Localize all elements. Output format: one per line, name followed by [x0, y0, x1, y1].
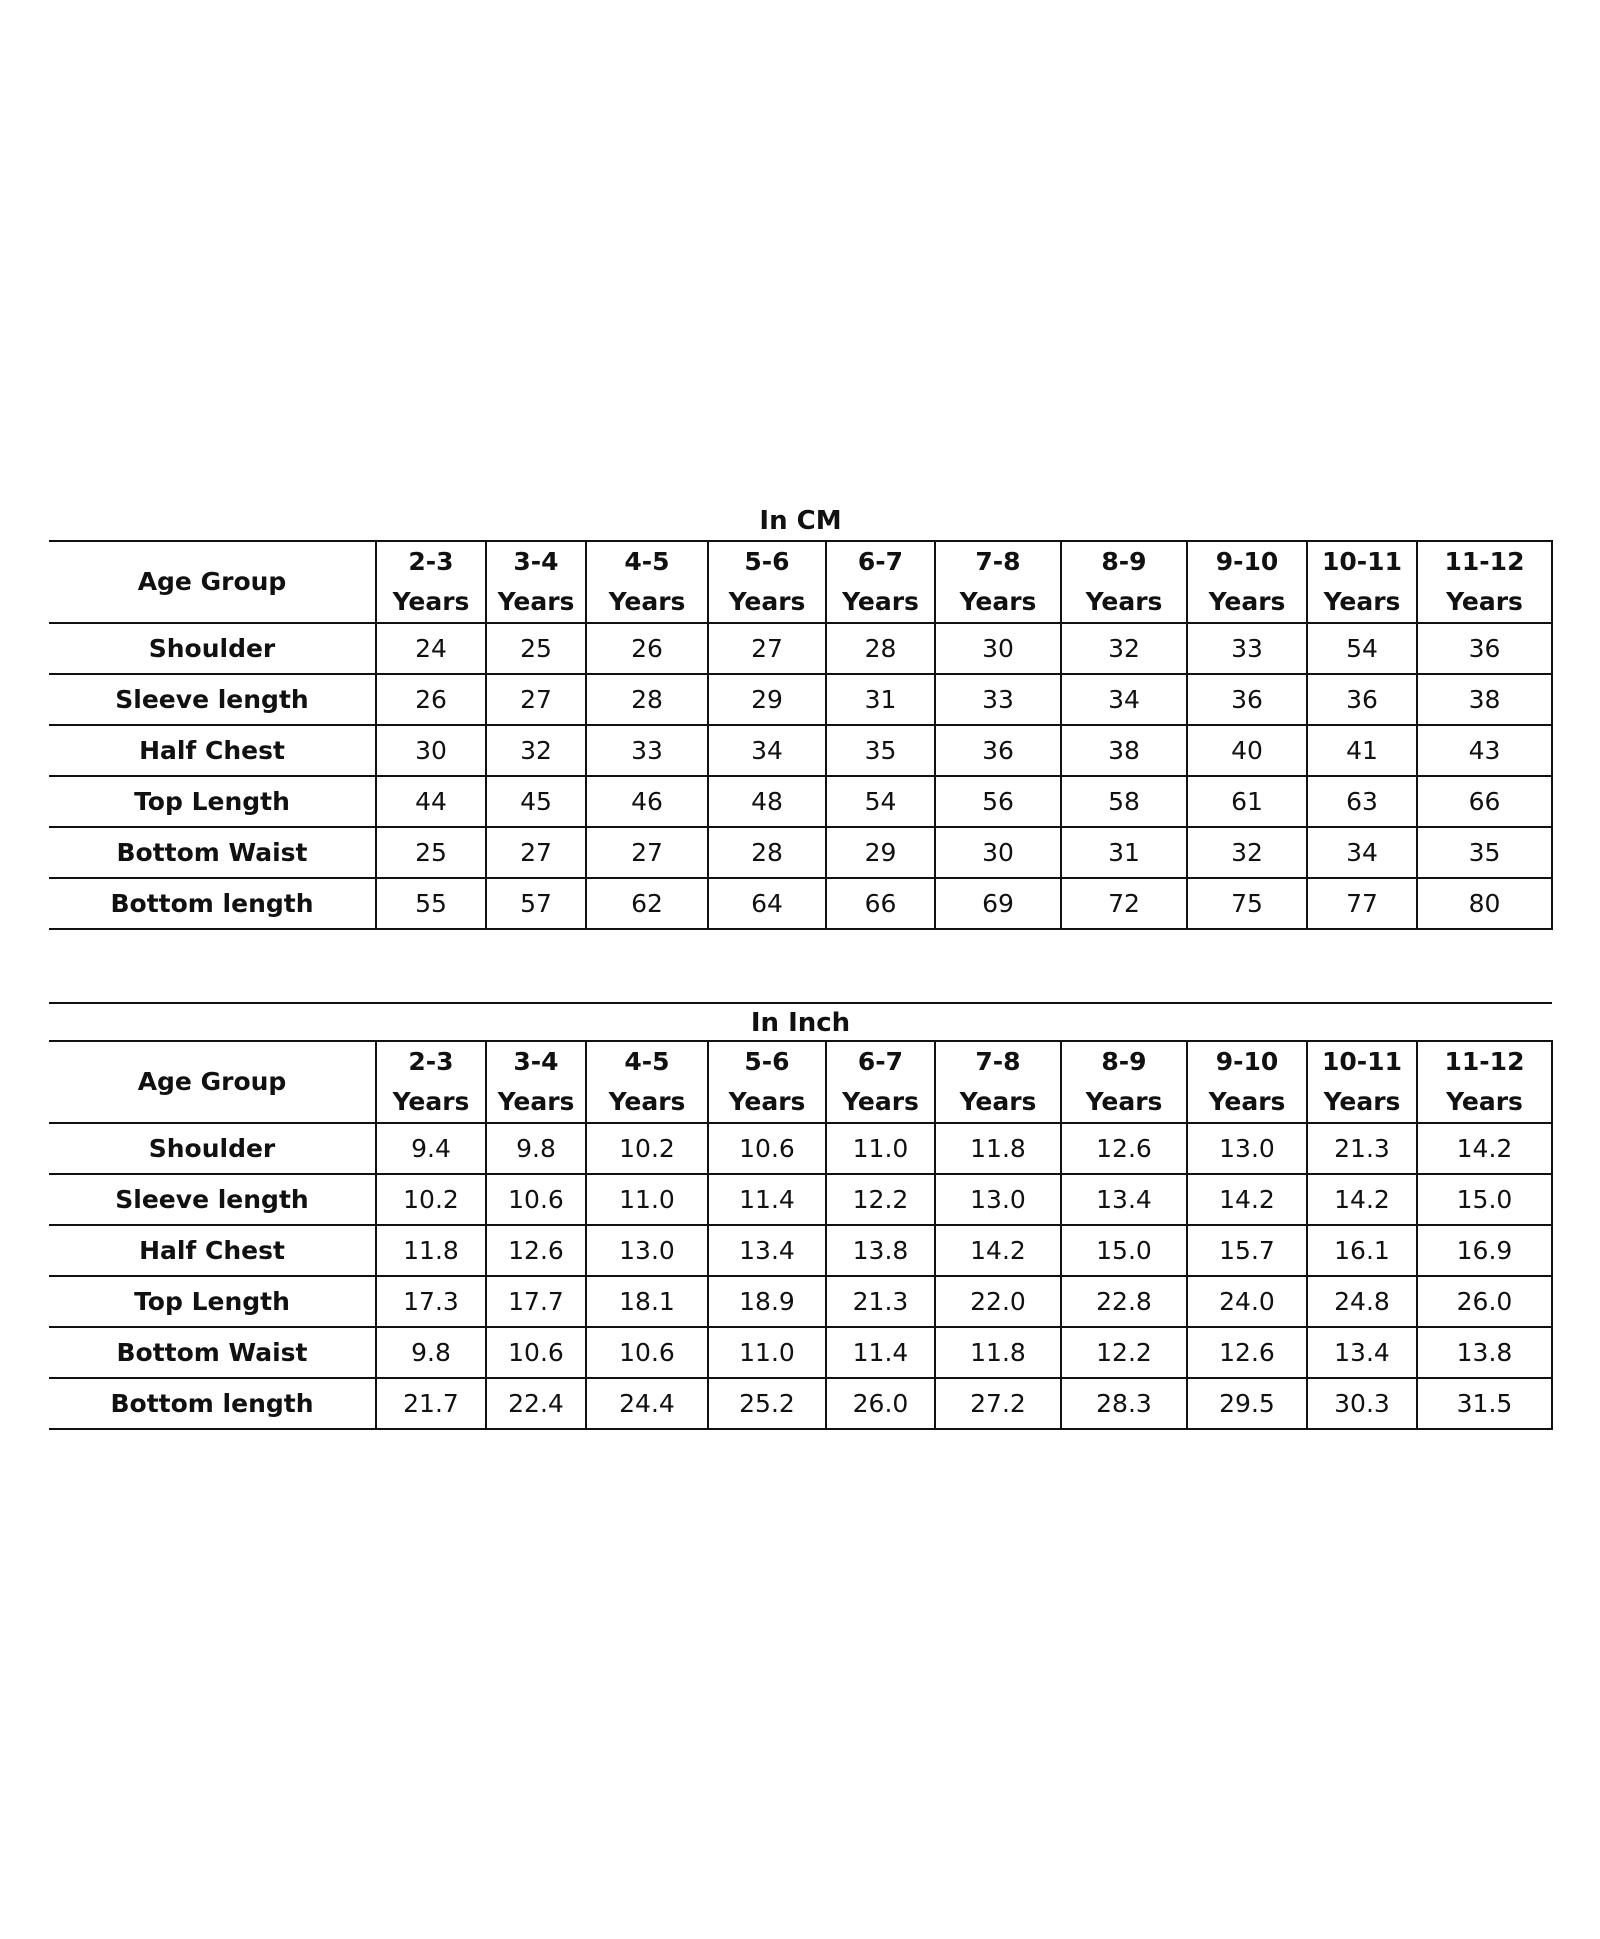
table-cell: 10.6 [586, 1327, 708, 1378]
table-cell: 36 [1417, 623, 1552, 674]
table-cell: 11.0 [826, 1123, 935, 1174]
age-range: 9-10 [1215, 1047, 1279, 1076]
table-cell: 45 [486, 776, 586, 827]
table-cell: 27 [486, 827, 586, 878]
table-cell: 55 [376, 878, 486, 929]
age-group-header: Age Group [49, 541, 376, 623]
table-cell: 15.0 [1417, 1174, 1552, 1225]
age-unit: Years [1323, 587, 1401, 616]
age-unit: Years [842, 1087, 919, 1116]
table-cell: 31.5 [1417, 1378, 1552, 1429]
row-label: Shoulder [49, 1123, 376, 1174]
table-cell: 9.8 [376, 1327, 486, 1378]
age-column-header [376, 541, 486, 623]
chart-title: In CM [759, 506, 842, 536]
table-cell: 34 [1061, 674, 1187, 725]
table-cell: 44 [376, 776, 486, 827]
row-label: Top Length [49, 1276, 376, 1327]
table-cell: 22.4 [486, 1378, 586, 1429]
table-cell: 21.3 [1307, 1123, 1417, 1174]
header-row [49, 1041, 1552, 1123]
table-cell: 21.3 [826, 1276, 935, 1327]
age-range: 3-4 [513, 1047, 559, 1076]
age-range: 4-5 [624, 547, 670, 576]
age-column-header [1187, 541, 1307, 623]
age-range: 6-7 [857, 547, 904, 576]
table-cell: 15.7 [1187, 1225, 1307, 1276]
age-unit: Years [497, 1087, 575, 1116]
table-cell: 27.2 [935, 1378, 1061, 1429]
age-unit: Years [1446, 587, 1523, 616]
table-cell: 36 [1187, 674, 1307, 725]
size-chart-cm [49, 502, 1552, 930]
age-column-header [826, 541, 935, 623]
table-cell: 13.8 [826, 1225, 935, 1276]
table-cell: 36 [935, 725, 1061, 776]
table-cell: 13.4 [708, 1225, 826, 1276]
table-cell: 11.8 [376, 1225, 486, 1276]
age-unit: Years [959, 1087, 1037, 1116]
table-cell: 18.1 [586, 1276, 708, 1327]
age-column-header [586, 1041, 708, 1123]
table-cell: 32 [486, 725, 586, 776]
age-range: 11-12 [1444, 547, 1525, 576]
table-row [49, 623, 1552, 674]
age-unit: Years [1085, 1087, 1163, 1116]
age-column-header [826, 1041, 935, 1123]
table-cell: 34 [1307, 827, 1417, 878]
table-cell: 58 [1061, 776, 1187, 827]
table-cell: 24 [376, 623, 486, 674]
table-cell: 15.0 [1061, 1225, 1187, 1276]
age-unit: Years [1323, 1087, 1401, 1116]
row-label: Bottom length [49, 878, 376, 929]
age-column-header [486, 1041, 586, 1123]
age-range: 7-8 [975, 547, 1021, 576]
table-cell: 62 [586, 878, 708, 929]
age-group-header: Age Group [49, 1041, 376, 1123]
table-cell: 10.6 [708, 1123, 826, 1174]
row-label: Bottom length [49, 1378, 376, 1429]
table-cell: 14.2 [1187, 1174, 1307, 1225]
table-cell: 33 [1187, 623, 1307, 674]
table-row [49, 1225, 1552, 1276]
table-cell: 11.8 [935, 1327, 1061, 1378]
table-cell: 33 [586, 725, 708, 776]
size-chart-inch [49, 1002, 1552, 1430]
table-cell: 29.5 [1187, 1378, 1307, 1429]
table-cell: 61 [1187, 776, 1307, 827]
table-cell: 43 [1417, 725, 1552, 776]
row-label: Half Chest [49, 1225, 376, 1276]
row-label: Top Length [49, 776, 376, 827]
age-unit: Years [959, 587, 1037, 616]
age-range: 2-3 [408, 547, 454, 576]
table-cell: 14.2 [935, 1225, 1061, 1276]
table-cell: 10.2 [376, 1174, 486, 1225]
table-cell: 35 [1417, 827, 1552, 878]
table-cell: 32 [1187, 827, 1307, 878]
table-cell: 29 [708, 674, 826, 725]
age-range: 9-10 [1215, 547, 1279, 576]
age-range: 11-12 [1444, 1047, 1525, 1076]
table-cell: 13.4 [1061, 1174, 1187, 1225]
age-column-header [1187, 1041, 1307, 1123]
table-row [49, 776, 1552, 827]
table-row [49, 1327, 1552, 1378]
table-cell: 38 [1417, 674, 1552, 725]
table-cell: 24.0 [1187, 1276, 1307, 1327]
table-cell: 25 [376, 827, 486, 878]
age-column-header [486, 541, 586, 623]
table-cell: 25 [486, 623, 586, 674]
table-cell: 72 [1061, 878, 1187, 929]
table-cell: 17.7 [486, 1276, 586, 1327]
table-cell: 35 [826, 725, 935, 776]
age-range: 5-6 [744, 547, 790, 576]
table-cell: 38 [1061, 725, 1187, 776]
chart-title: In Inch [49, 1002, 1552, 1040]
age-column-header [708, 1041, 826, 1123]
table-cell: 13.0 [1187, 1123, 1307, 1174]
row-label: Half Chest [49, 725, 376, 776]
table-cell: 28.3 [1061, 1378, 1187, 1429]
age-column-header [708, 541, 826, 623]
age-column-header [1307, 1041, 1417, 1123]
age-column-header [935, 1041, 1061, 1123]
age-range: 3-4 [513, 547, 559, 576]
row-label: Bottom Waist [49, 1327, 376, 1378]
table-cell: 63 [1307, 776, 1417, 827]
table-cell: 36 [1307, 674, 1417, 725]
row-label: Bottom Waist [49, 827, 376, 878]
age-range: 10-11 [1322, 547, 1402, 576]
table-cell: 11.8 [935, 1123, 1061, 1174]
age-column-header [586, 541, 708, 623]
table-cell: 46 [586, 776, 708, 827]
table-cell: 28 [826, 623, 935, 674]
table-cell: 26 [586, 623, 708, 674]
age-range: 7-8 [975, 1047, 1021, 1076]
age-unit: Years [608, 587, 686, 616]
age-column-header [1417, 1041, 1552, 1123]
age-column-header [1417, 541, 1552, 623]
table-cell: 14.2 [1307, 1174, 1417, 1225]
table-cell: 56 [935, 776, 1061, 827]
table-cell: 9.4 [376, 1123, 486, 1174]
age-unit: Years [392, 587, 470, 616]
table-cell: 27 [486, 674, 586, 725]
table-row [49, 1174, 1552, 1225]
table-cell: 11.4 [708, 1174, 826, 1225]
age-range: 8-9 [1101, 1047, 1147, 1076]
table-cell: 13.4 [1307, 1327, 1417, 1378]
table-cell: 30 [376, 725, 486, 776]
table-cell: 26.0 [826, 1378, 935, 1429]
table-cell: 21.7 [376, 1378, 486, 1429]
table-cell: 27 [586, 827, 708, 878]
table-cell: 48 [708, 776, 826, 827]
table-cell: 66 [1417, 776, 1552, 827]
table-cell: 22.8 [1061, 1276, 1187, 1327]
table-cell: 10.6 [486, 1174, 586, 1225]
table-cell: 13.8 [1417, 1327, 1552, 1378]
table-cell: 31 [826, 674, 935, 725]
table-cell: 16.1 [1307, 1225, 1417, 1276]
age-unit: Years [1208, 1087, 1286, 1116]
age-range: 6-7 [857, 1047, 904, 1076]
table-cell: 17.3 [376, 1276, 486, 1327]
table-cell: 40 [1187, 725, 1307, 776]
table-cell: 12.6 [1061, 1123, 1187, 1174]
age-range: 5-6 [744, 1047, 790, 1076]
table-cell: 10.6 [486, 1327, 586, 1378]
table-cell: 80 [1417, 878, 1552, 929]
age-column-header [935, 541, 1061, 623]
age-column-header [376, 1041, 486, 1123]
table-cell: 30 [935, 623, 1061, 674]
table-cell: 11.0 [708, 1327, 826, 1378]
table-cell: 11.4 [826, 1327, 935, 1378]
table-row [49, 827, 1552, 878]
table-cell: 31 [1061, 827, 1187, 878]
table-cell: 22.0 [935, 1276, 1061, 1327]
table-cell: 29 [826, 827, 935, 878]
row-label: Sleeve length [49, 1174, 376, 1225]
table-cell: 54 [1307, 623, 1417, 674]
table-cell: 12.6 [486, 1225, 586, 1276]
table-cell: 11.0 [586, 1174, 708, 1225]
table-cell: 69 [935, 878, 1061, 929]
table-cell: 54 [826, 776, 935, 827]
table-cell: 24.4 [586, 1378, 708, 1429]
table-cell: 24.8 [1307, 1276, 1417, 1327]
table-cell: 77 [1307, 878, 1417, 929]
table-cell: 13.0 [935, 1174, 1061, 1225]
table-cell: 26.0 [1417, 1276, 1552, 1327]
table-cell: 10.2 [586, 1123, 708, 1174]
table-cell: 13.0 [586, 1225, 708, 1276]
table-cell: 25.2 [708, 1378, 826, 1429]
table-row [49, 1123, 1552, 1174]
table-cell: 33 [935, 674, 1061, 725]
age-range: 4-5 [624, 1047, 670, 1076]
age-unit: Years [728, 1087, 806, 1116]
table-row [49, 878, 1552, 929]
table-cell: 75 [1187, 878, 1307, 929]
table-cell: 41 [1307, 725, 1417, 776]
age-unit: Years [608, 1087, 686, 1116]
age-column-header [1307, 541, 1417, 623]
table-cell: 18.9 [708, 1276, 826, 1327]
table-cell: 9.8 [486, 1123, 586, 1174]
table-cell: 26 [376, 674, 486, 725]
age-column-header [1061, 1041, 1187, 1123]
age-unit: Years [392, 1087, 470, 1116]
age-unit: Years [497, 587, 575, 616]
row-label: Shoulder [49, 623, 376, 674]
size-table-inch [49, 1040, 1553, 1430]
table-cell: 14.2 [1417, 1123, 1552, 1174]
age-unit: Years [842, 587, 919, 616]
age-range: 8-9 [1101, 547, 1147, 576]
age-unit: Years [1208, 587, 1286, 616]
table-cell: 30.3 [1307, 1378, 1417, 1429]
table-row [49, 1378, 1552, 1429]
table-cell: 12.2 [1061, 1327, 1187, 1378]
table-cell: 28 [708, 827, 826, 878]
table-cell: 64 [708, 878, 826, 929]
table-cell: 34 [708, 725, 826, 776]
size-table-cm [49, 540, 1553, 930]
table-cell: 16.9 [1417, 1225, 1552, 1276]
age-unit: Years [1085, 587, 1163, 616]
age-range: 2-3 [408, 1047, 454, 1076]
age-column-header [1061, 541, 1187, 623]
table-cell: 66 [826, 878, 935, 929]
age-unit: Years [1446, 1087, 1523, 1116]
age-unit: Years [728, 587, 806, 616]
row-label: Sleeve length [49, 674, 376, 725]
table-cell: 57 [486, 878, 586, 929]
table-cell: 27 [708, 623, 826, 674]
table-cell: 28 [586, 674, 708, 725]
table-cell: 32 [1061, 623, 1187, 674]
table-row [49, 674, 1552, 725]
table-row [49, 725, 1552, 776]
table-row [49, 1276, 1552, 1327]
age-range: 10-11 [1322, 1047, 1402, 1076]
table-cell: 30 [935, 827, 1061, 878]
table-cell: 12.2 [826, 1174, 935, 1225]
header-row [49, 541, 1552, 623]
table-cell: 12.6 [1187, 1327, 1307, 1378]
